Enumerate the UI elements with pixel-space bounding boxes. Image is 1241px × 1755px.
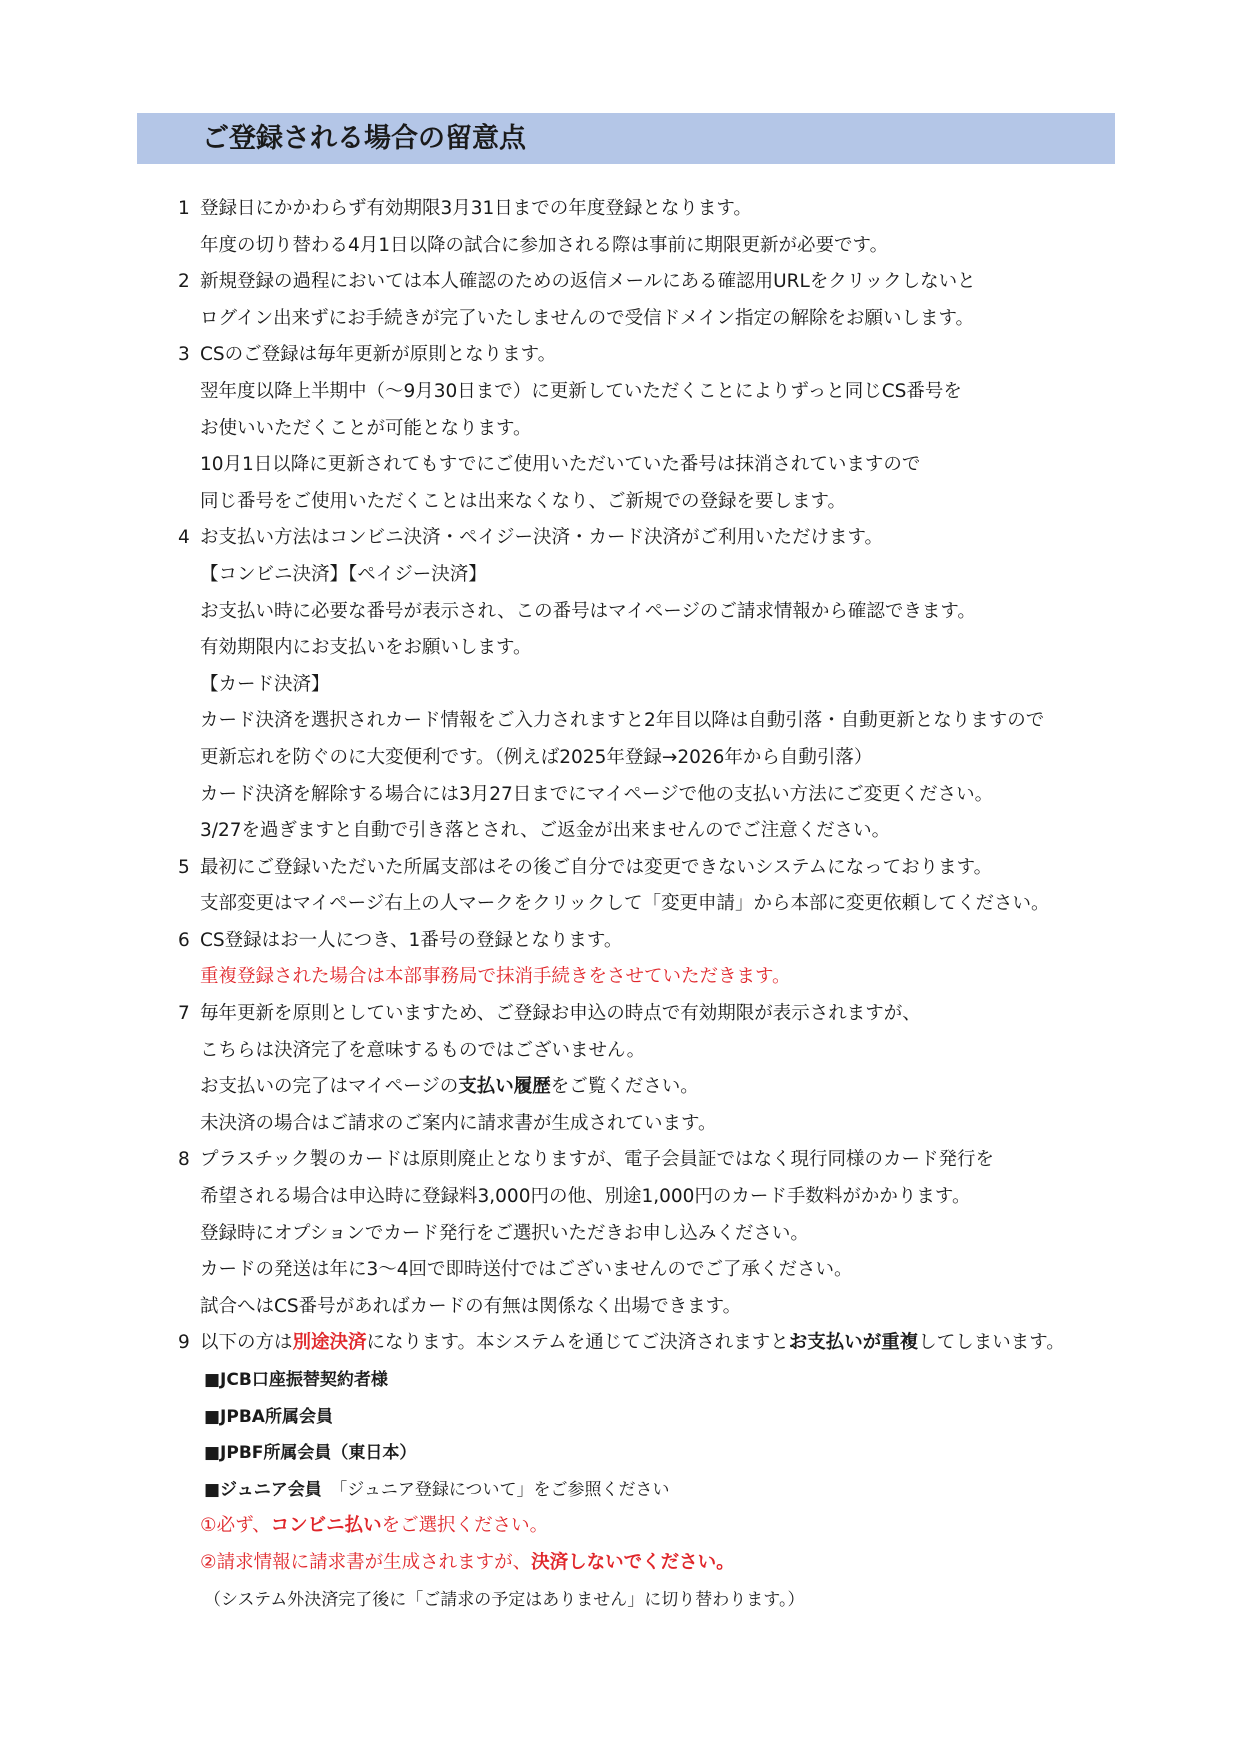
member-category: ■JPBA所属会員 [204,1406,333,1427]
item-text [200,1069,699,1106]
list-item-3-cont [178,411,1118,448]
item-text: CSのご登録は毎年更新が原則となります。 [200,344,557,366]
text-segment: ②請求情報に請求書が生成されますが、 [200,1551,532,1573]
item-number: 1 [178,198,190,219]
item-text: プラスチック製のカードは原則廃止となりますが、電子会員証ではなく現行同様のカード発行を [200,1149,995,1171]
list-item-8-cont [178,1216,1118,1253]
list-item-7-cont [178,1069,1118,1106]
list-item-8-cont [178,1179,1118,1216]
list-item-2 [178,264,1118,301]
item-text: 登録時にオプションでカード発行をご選択いただきお申し込みください。 [200,1222,809,1244]
item-text: 毎年更新を原則としていますため、ご登録お申込の時点で有効期限が表示されますが、 [200,1003,921,1025]
list-item-3-cont [178,447,1118,484]
list-item-8-cont [178,1252,1118,1289]
item-number: 5 [178,856,190,878]
item-text: 新規登録の過程においては本人確認のための返信メールにある確認用URLをクリックしないと [200,271,976,293]
list-item-9-cont [178,1399,1118,1436]
warning-text: 重複登録された場合は本部事務局で抹消手続きをさせていただきます。 [200,966,791,988]
item-text: カード決済を選択されカード情報をご入力されますと2年目以降は自動引落・自動更新となりますので [200,710,1045,732]
text-segment: お支払いの完了はマイページの [200,1076,459,1098]
item-number: 3 [178,344,190,366]
list-item-4-cont [178,667,1118,704]
item-text: 同じ番号をご使用いただくことは出来なくなり、ご新規での登録を要します。 [200,490,847,512]
emphasis-text: お支払いが重複 [788,1332,919,1354]
list-item-9-cont [178,1545,1118,1582]
item-text: CS登録はお一人につき、1番号の登録となります。 [200,929,623,951]
item-text: 最初にご登録いただいた所属支部はその後ご自分では変更できないシステムになっております。 [200,856,993,878]
text-segment: ①必ず、 [200,1515,271,1537]
item-text: 更新忘れを防ぐのに大変便利です。（例えば2025年登録→2026年から自動引落） [200,746,873,768]
list-item-3 [178,337,1118,374]
item-number: 8 [178,1149,190,1171]
list-item-7-cont [178,1106,1118,1143]
item-text: カード決済を解除する場合には3月27日までにマイページで他の支払い方法にご変更ください。 [200,783,994,805]
warning-emphasis: コンビニ払い [270,1515,382,1537]
warning-emphasis: 別途決済 [292,1332,367,1354]
member-category: ■JPBF所属会員（東日本） [204,1443,417,1464]
emphasis-text: 支払い履歴 [458,1076,551,1098]
member-category [204,1472,670,1509]
item-subheading: 【カード決済】 [200,673,330,695]
list-item-5-cont [178,886,1118,923]
item-note: （システム外決済完了後に「ご請求の予定はありません」に切り替わります。） [204,1589,805,1610]
list-item-4-cont [178,777,1118,814]
item-text: お使いいただくことが可能となります。 [200,417,532,439]
list-item-4-cont [178,703,1118,740]
list-item-3-cont [178,484,1118,521]
section-header-band [137,113,1115,164]
list-item-9-cont [178,1435,1118,1472]
list-item-9-cont [178,1362,1118,1399]
warning-emphasis: 決済しないでください。 [531,1551,735,1573]
emphasis-text: ■ジュニア会員 [204,1479,322,1500]
list-item-4-cont [178,740,1118,777]
text-segment: になります。本システムを通じてご決済されますと [366,1332,789,1354]
list-item-8 [178,1142,1118,1179]
list-item-3-cont [178,374,1118,411]
item-text: 10月1日以降に更新されてもすでにご使用いただいていた番号は抹消されていますので [200,454,921,476]
item-text: こちらは決済完了を意味するものではございません。 [200,1039,646,1061]
item-text: 登録日にかかわらず有効期限3月31日までの年度登録となります。 [200,198,752,219]
list-item-5 [178,850,1118,887]
item-text: 年度の切り替わる4月1日以降の試合に参加される際は事前に期限更新が必要です。 [200,234,889,256]
item-text: 試合へはCS番号があればカードの有無は関係なく出場できます。 [200,1295,742,1317]
item-text: 未決済の場合はご請求のご案内に請求書が生成されています。 [200,1112,717,1134]
item-text: 支部変更はマイページ右上の人マークをクリックして「変更申請」から本部に変更依頼してください。 [200,893,1050,915]
item-text: お支払い方法はコンビニ決済・ペイジー決済・カード決済がご利用いただけます。 [200,527,884,549]
item-text: 有効期限内にお支払いをお願いします。 [200,637,532,659]
warning-text [200,1508,548,1545]
notes-list [178,191,1118,1618]
item-number: 9 [178,1332,190,1354]
warning-text [200,1545,735,1582]
text-segment: してしまいます。 [918,1332,1065,1354]
list-item-4 [178,520,1118,557]
list-item-4-cont [178,557,1118,594]
item-number: 6 [178,929,190,951]
item-text: カードの発送は年に3～4回で即時送付ではございませんのでご了承ください。 [200,1259,853,1281]
list-item-4-cont [178,594,1118,631]
text-segment: 「ジュニア登録について」をご参照ください [321,1479,670,1500]
list-item-2-cont [178,301,1118,338]
item-text [200,1325,1065,1362]
list-item-9 [178,1325,1118,1362]
item-text: お支払い時に必要な番号が表示され、この番号はマイページのご請求情報から確認できます。 [200,600,976,622]
item-number: 7 [178,1003,190,1025]
member-category: ■JCB口座振替契約者様 [204,1370,388,1390]
list-item-9-cont [178,1508,1118,1545]
item-text: 翌年度以降上半期中（～9月30日まで）に更新していただくことによりずっと同じCS番号を [200,380,962,402]
item-number: 4 [178,527,190,549]
list-item-9-cont [178,1472,1118,1509]
list-item-7 [178,996,1118,1033]
text-segment: をご覧ください。 [550,1076,699,1098]
item-subheading: 【コンビニ決済】【ペイジー決済】 [200,563,487,585]
list-item-6-cont [178,959,1118,996]
list-item-4-cont [178,813,1118,850]
list-item-8-cont [178,1289,1118,1326]
item-text: 希望される場合は申込時に登録料3,000円の他、別途1,000円のカード手数料がかかります。 [200,1186,971,1208]
list-item-4-cont [178,630,1118,667]
list-item-9-cont [178,1582,1118,1619]
text-segment: をご選択ください。 [381,1515,549,1537]
item-text: 3/27を過ぎますと自動で引き落とされ、ご返金が出来ませんのでご注意ください。 [200,820,891,842]
item-number: 2 [178,271,190,293]
list-item-7-cont [178,1033,1118,1070]
list-item-6 [178,923,1118,960]
list-item-1-cont [178,228,1118,265]
list-item-1 [178,191,1118,228]
section-title: ご登録される場合の留意点 [202,123,526,154]
text-segment: 以下の方は [200,1332,293,1354]
item-text: ログイン出来ずにお手続きが完了いたしませんので受信ドメイン指定の解除をお願いします。 [200,307,975,329]
